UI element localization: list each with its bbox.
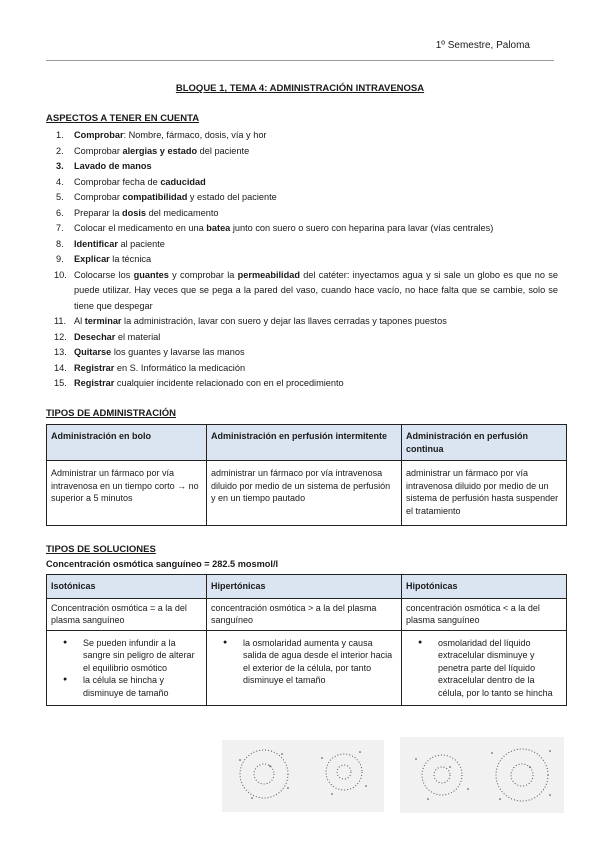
cell-sketch-icon — [400, 737, 564, 813]
bullet-list — [207, 637, 397, 687]
table-header-cell: Administración en perfusión intermitente — [207, 425, 402, 461]
list-item: 5. Comprobar compatibilidad y estado del paciente — [56, 192, 277, 202]
table-header-cell: Hipertónicas — [207, 575, 402, 599]
table-row — [47, 598, 567, 630]
list-item: 10. Colocarse los guantes y comprobar la permeabilidad del catéter: inyectamos agua y si sale un globo es que no se puede utilizar. Hay veces que se pega a la pared del vaso, cuando hace vacío, no hace falta que se cambie, solo se tiene que despegar — [54, 269, 558, 311]
table-cell: Concentración osmótica = a la del plasma sanguíneo — [47, 598, 207, 630]
solution-types-table — [46, 574, 567, 706]
list-item: ● la osmolaridad aumenta y causa salida de agua desde el interior hacia el exterior de la célula, por tanto disminuye el tamaño — [223, 637, 397, 687]
table-cell: administrar un fármaco por vía intravenosa diluido por medio de un sistema de perfusión hasta suspender el tratamiento — [402, 461, 567, 526]
cell-illustration-right — [400, 737, 564, 813]
list-item: ● osmolaridad del líquido extracelular disminuye y penetra parte del líquido extracelular dentro de la célula, por lo tanto se hincha — [418, 637, 562, 700]
table-row — [47, 461, 567, 526]
table-header-cell: Isotónicas — [47, 575, 207, 599]
list-item: 7. Colocar el medicamento en una batea junto con suero o suero con heparina para lavar (vías centrales) — [56, 223, 494, 233]
section-heading-tipos-soluciones: TIPOS DE SOLUCIONES — [46, 544, 156, 555]
list-item: 12. Desechar el material — [54, 331, 161, 342]
administration-types-table — [46, 424, 567, 526]
bullet-list — [402, 637, 562, 700]
header-author: 1º Semestre, Paloma — [435, 40, 530, 51]
list-item: 1. Comprobar: Nombre, fármaco, dosis, vía y hor — [56, 130, 267, 140]
list-item: 15. Registrar cualquier incidente relacionado con en el procedimiento — [54, 378, 344, 388]
table-cell: concentración osmótica > a la del plasma sanguíneo — [207, 598, 402, 630]
cell-sketch-icon — [222, 740, 384, 812]
header-divider — [46, 60, 554, 61]
section-heading-tipos-administracion: TIPOS DE ADMINISTRACIÓN — [46, 408, 177, 419]
list-item: ● Se pueden infundir a la sangre sin peligro de alterar el equilibrio osmótico — [63, 637, 202, 675]
bullet-list — [47, 637, 202, 700]
table-cell: concentración osmótica < a la del plasma sanguíneo — [402, 598, 567, 630]
list-item: 6. Preparar la dosis del medicamento — [56, 207, 219, 218]
list-item: 14. Registrar en S. Informático la medicación — [54, 362, 246, 373]
list-item: 9. Explicar la técnica — [56, 254, 152, 264]
table-cell: administrar un fármaco por vía intravenosa diluido por medio de un sistema de perfusión y en un tiempo pautado — [207, 461, 402, 526]
table-cell — [207, 630, 402, 706]
table-header-cell: Administración en perfusión continua — [402, 425, 567, 461]
table-header-row — [47, 575, 567, 599]
table-row — [47, 630, 567, 706]
list-item: 13. Quitarse los guantes y lavarse las manos — [54, 347, 245, 357]
table-header-cell: Administración en bolo — [47, 425, 207, 461]
table-header-row — [47, 425, 567, 461]
list-item: 2. Comprobar alergias y estado del paciente — [56, 145, 250, 156]
osmotic-concentration-note: Concentración osmótica sanguíneo = 282.5 mosmol/l — [46, 559, 279, 569]
table-header-cell: Hipotónicas — [402, 575, 567, 599]
section-heading-aspectos: ASPECTOS A TENER EN CUENTA — [46, 113, 200, 124]
list-item: 8. Identificar al paciente — [56, 238, 165, 249]
document-title: BLOQUE 1, TEMA 4: ADMINISTRACIÓN INTRAVENOSA — [175, 83, 425, 94]
list-item: 4. Comprobar fecha de caducidad — [56, 176, 206, 187]
list-item: 11. Al terminar la administración, lavar con suero y dejar las llaves cerradas y tapones puestos — [54, 316, 447, 326]
table-cell — [47, 630, 207, 706]
table-cell — [402, 630, 567, 706]
steps-list — [46, 128, 558, 392]
list-item: 3. Lavado de manos — [56, 161, 152, 171]
cell-illustration-left — [222, 740, 384, 812]
list-item: ● la célula se hincha y disminuye de tamaño — [63, 674, 202, 699]
table-cell: Administrar un fármaco por vía intravenosa en un tiempo corto → no superior a 5 minutos — [47, 461, 207, 526]
